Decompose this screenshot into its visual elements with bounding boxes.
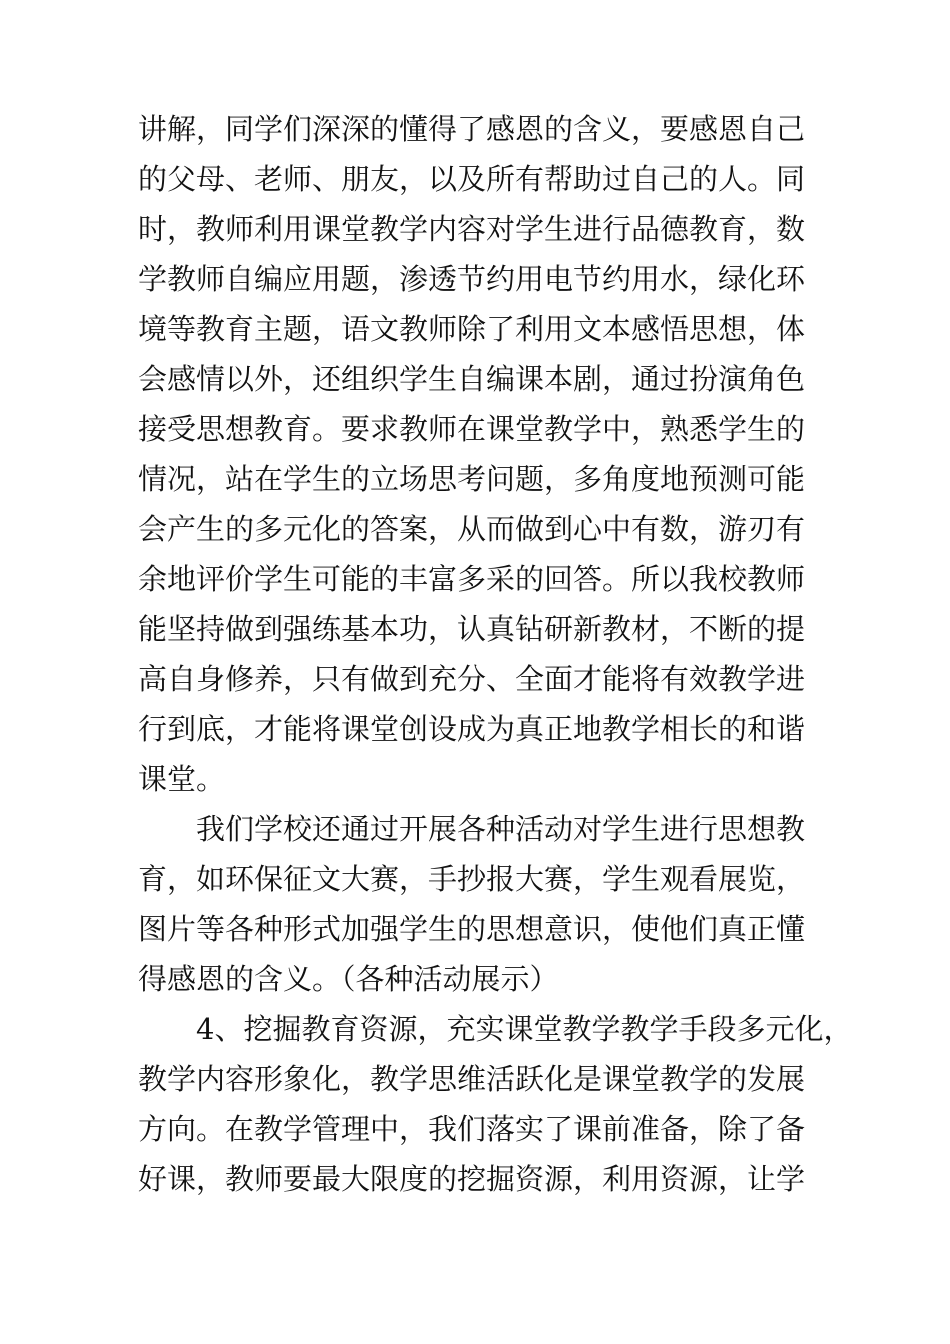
text-line: 情况，站在学生的立场思考问题，多角度地预测可能 [138, 462, 806, 496]
text-line: 接受思想教育。要求教师在课堂教学中，熟悉学生的 [138, 412, 806, 446]
text-line: 图片等各种形式加强学生的思想意识，使他们真正懂 [138, 912, 806, 946]
paragraph-first-line: 4、挖掘教育资源，充实课堂教学教学手段多元化， [196, 1012, 853, 1046]
text-line: 会产生的多元化的答案，从而做到心中有数，游刃有 [138, 512, 806, 546]
text-line: 方向。在教学管理中，我们落实了课前准备，除了备 [138, 1112, 806, 1146]
text-line: 境等教育主题，语文教师除了利用文本感悟思想，体 [138, 312, 806, 346]
text-line: 讲解，同学们深深的懂得了感恩的含义，要感恩自己 [138, 112, 806, 146]
document-body [138, 104, 853, 1204]
text-line: 育，如环保征文大赛，手抄报大赛，学生观看展览， [138, 862, 806, 896]
text-line: 得感恩的含义。（各种活动展示） [138, 962, 559, 996]
text-line: 行到底，才能将课堂创设成为真正地教学相长的和谐 [138, 712, 806, 746]
text-line: 课堂。 [138, 762, 226, 796]
paragraph-first-line: 我们学校还通过开展各种活动对学生进行思想教 [196, 812, 806, 846]
text-line: 教学内容形象化，教学思维活跃化是课堂教学的发展 [138, 1062, 806, 1096]
text-line: 学教师自编应用题，渗透节约用电节约用水，绿化环 [138, 262, 806, 296]
text-line: 高自身修养，只有做到充分、全面才能将有效教学进 [138, 662, 806, 696]
text-line: 好课，教师要最大限度的挖掘资源，利用资源，让学 [138, 1162, 806, 1196]
text-line: 能坚持做到强练基本功，认真钻研新教材，不断的提 [138, 612, 806, 646]
text-line: 时，教师利用课堂教学内容对学生进行品德教育，数 [138, 212, 806, 246]
text-line: 余地评价学生可能的丰富多采的回答。所以我校教师 [138, 562, 806, 596]
text-line: 的父母、老师、朋友，以及所有帮助过自己的人。同 [138, 162, 806, 196]
text-line: 会感情以外，还组织学生自编课本剧，通过扮演角色 [138, 362, 806, 396]
